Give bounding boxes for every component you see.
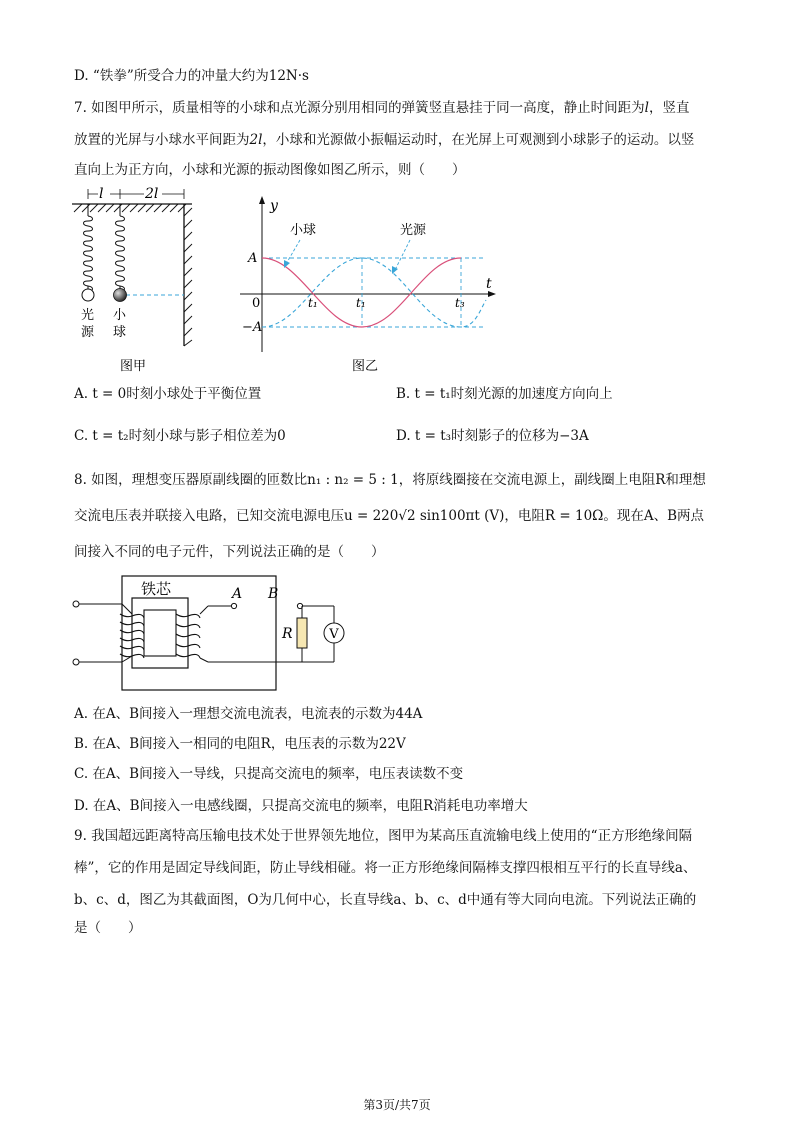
resistor-R (297, 618, 307, 648)
q8-stem-line-2: 交流电压表并联接入电路，已知交流电源电压u = 220√2 sin100πt (V)，电阻R = 10Ω。现在A、B两点 (74, 508, 705, 524)
spring-light (84, 204, 93, 296)
terminal-B-label: B (268, 586, 279, 602)
q9-stem-line-4: 是（ ） (74, 920, 142, 936)
dim-l-label: l (99, 186, 104, 202)
label-light-2: 源 (81, 325, 95, 340)
label-ball-1: 小 (113, 308, 127, 323)
axis-y-label: y (270, 198, 278, 214)
q7-option-b: B. t = t₁时刻光源的加速度方向向上 (396, 386, 613, 402)
q9-stem-line-1: 9. 我国超远距离特高压输电技术处于世界领先地位，图甲为某高压直流输电线上使用的“正方形绝缘间隔 (74, 828, 693, 844)
light-source-dot (82, 289, 94, 301)
label-ball-curve: 小球 (290, 223, 317, 238)
q7-figure-b (230, 190, 510, 376)
resistor-label: R (282, 626, 293, 642)
q8-option-b: B. 在A、B间接入一相同的电阻R，电压表的示数为22V (74, 736, 406, 752)
q7-var-2l: 2l (249, 132, 263, 148)
q7-var-l: l (644, 100, 649, 116)
axis-t-label: t (486, 276, 492, 292)
q7-stem-text-2: 放置的光屏与小球水平间距为 (74, 132, 250, 148)
q9-stem-line-3: b、c、d，图乙为其截面图，O为几何中心，长直导线a、b、c、d中通有等大同向电流。下列说法正确的 (74, 892, 697, 908)
q7-stem-line-1 (74, 98, 690, 118)
tick-t1-first: t₁ (308, 296, 318, 310)
tick-t3: t₃ (455, 296, 465, 310)
tick-0: 0 (252, 296, 261, 311)
q7-option-c: C. t = t₂时刻小球与影子相位差为0 (74, 428, 286, 444)
q8-option-c: C. 在A、B间接入一导线，只提高交流电的频率，电压表读数不变 (74, 766, 464, 782)
label-light-curve: 光源 (400, 223, 427, 238)
q9-stem-line-2: 棒”，它的作用是固定导线间距，防止导线相碰。将一正方形绝缘间隔棒支撑四根相互平行的长直导线a、 (74, 860, 697, 876)
dim-2l-label: 2l (145, 186, 159, 202)
tick-t1-second: t₁ (356, 296, 366, 310)
core-label: 铁芯 (140, 580, 172, 598)
spring-ball (116, 204, 125, 296)
q7-stem-line-2 (74, 130, 694, 150)
ball-curve (262, 258, 461, 327)
q8-option-a: A. 在A、B间接入一理想交流电流表，电流表的示数为44A (74, 706, 423, 722)
caption-fig-a: 图甲 (120, 359, 147, 374)
q7-stem-text-1: 7. 如图甲所示，质量相等的小球和点光源分别用相同的弹簧竖直悬挂于同一高度，静止时间距为 (74, 100, 645, 116)
q8-stem-line-1: 8. 如图，理想变压器原副线圈的匝数比n₁ : n₂ = 5 : 1，将原线圈接在交流电源上，副线圈上电阻R和理想 (74, 472, 706, 488)
light-source-curve (262, 258, 486, 327)
label-light-1: 光 (81, 308, 95, 323)
q6-option-d: D. “铁拳”所受合力的冲量大约为12N·s (74, 68, 309, 84)
q7-option-d: D. t = t₃时刻影子的位移为−3A (396, 428, 589, 444)
q7-option-a: A. t = 0时刻小球处于平衡位置 (74, 386, 262, 402)
q8-option-d: D. 在A、B间接入一电感线圈，只提高交流电的频率，电阻R消耗电功率增大 (74, 798, 528, 814)
voltmeter-label: V (329, 627, 339, 642)
page-footer: 第3页/共7页 (363, 1098, 431, 1112)
tick-negA: −A (242, 320, 263, 335)
caption-fig-b: 图乙 (352, 359, 379, 374)
label-ball-2: 球 (113, 325, 127, 340)
terminal-A-label: A (232, 586, 243, 602)
tick-A: A (248, 251, 258, 266)
q8-stem-line-3: 间接入不同的电子元件，下列说法正确的是（ ） (74, 544, 385, 560)
ball-dot (114, 289, 127, 302)
q7-figure-a (66, 186, 206, 376)
q7-stem-line-3: 直向上为正方向，小球和光源的振动图像如图乙所示，则（ ） (74, 162, 466, 178)
q8-transformer-figure (66, 572, 366, 696)
q7-stem-tail-1: ，竖直 (649, 100, 690, 116)
q7-stem-tail-2: ，小球和光源做小振幅运动时，在光屏上可观测到小球影子的运动。以竖 (262, 132, 695, 148)
